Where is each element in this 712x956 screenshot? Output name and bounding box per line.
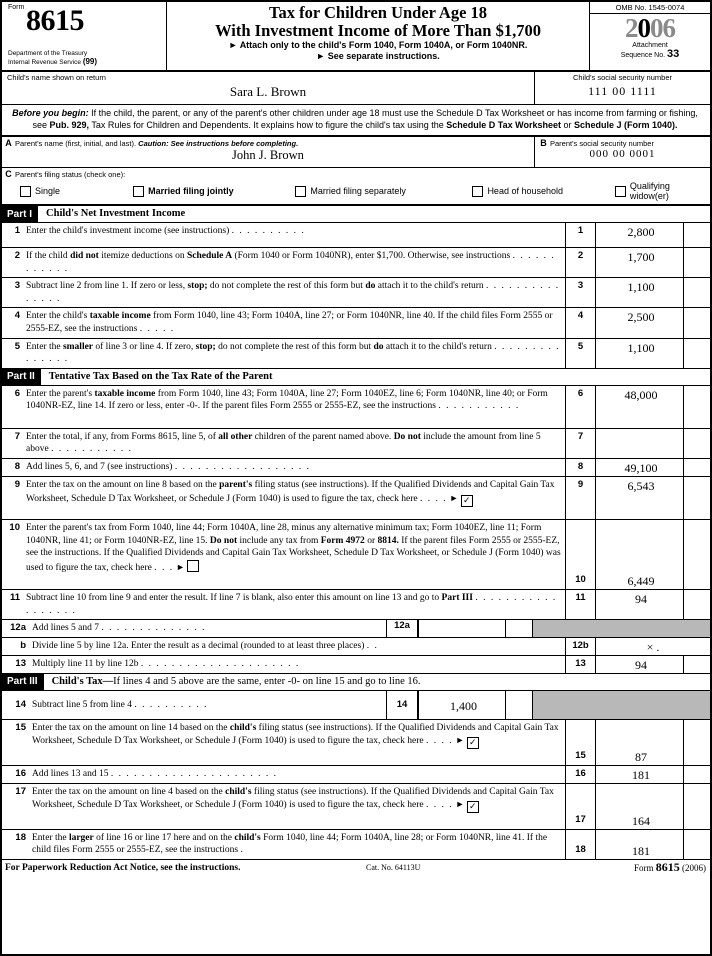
leader-dots: . .	[366, 640, 379, 651]
leader-dots: . . . . . . . . . . . . . . .	[26, 281, 560, 304]
table-row	[2, 248, 710, 278]
table-row	[2, 590, 710, 620]
line-box-number: 1	[565, 223, 595, 247]
filing-status-single-label: Single	[35, 186, 61, 196]
amount-field[interactable]	[595, 784, 710, 829]
line-text: Enter the tax on the amount on line 4 based on the child's filing status (see instructions). If the Qualified Dividends and Capital Gain Tax Worksheet, Schedule D Tax Worksheet, or Schedule J (Form 1040) is used to figure the tax, check here . . . . ► ✓	[32, 786, 554, 812]
amount-field[interactable]	[595, 720, 710, 765]
form-number: 8615	[26, 4, 84, 37]
table-row	[2, 638, 710, 656]
line-box-number: 4	[565, 308, 595, 337]
cents-column	[683, 830, 710, 859]
cents-column	[683, 223, 710, 247]
table-row	[2, 223, 710, 248]
amount-value: 94	[635, 657, 647, 672]
part-1-lines	[2, 223, 710, 369]
arrow-icon-2: ►	[316, 51, 326, 61]
amount-field[interactable]	[595, 656, 710, 673]
cents-column	[683, 590, 710, 619]
part-2-lines	[2, 386, 710, 674]
amount-field[interactable]	[595, 339, 710, 368]
line-box-number: 16	[565, 766, 595, 783]
checkbox-icon[interactable]	[133, 186, 144, 197]
omb-block	[590, 2, 710, 70]
table-row	[2, 620, 710, 638]
attach-instruction-text: Attach only to the child's Form 1040, Form 1040A, or Form 1040NR.	[239, 40, 528, 50]
leader-dots: . . . . . . . . . . .	[51, 444, 133, 455]
amount-value: 181	[632, 767, 650, 782]
amount-value: 1,100	[627, 340, 655, 355]
arrow-icon: ►	[449, 492, 459, 503]
checkbox-icon-line-17[interactable]: ✓	[467, 801, 479, 813]
amount-value: 2,800	[627, 225, 655, 239]
attachment-label-2: Sequence No.	[620, 52, 666, 59]
line-text: Subtract line 5 from line 4 . . . . . . . . . .	[32, 699, 208, 710]
parent-filing-status-row	[2, 168, 710, 206]
table-row	[2, 339, 710, 369]
line-number: 10	[9, 521, 20, 533]
checkbox-icon-line-9[interactable]: ✓	[461, 495, 473, 507]
line-text: Subtract line 2 from line 1. If zero or less, stop; do not complete the rest of this form but do attach it to the child's return . . . . . . . . . . . . . . .	[26, 281, 560, 304]
amount-field[interactable]	[595, 590, 710, 619]
arrow-icon: ►	[455, 735, 465, 746]
child-ssn-value: 111 00 1111	[588, 84, 657, 98]
parent-name-value: John J. Brown	[232, 148, 304, 162]
line-box-number: 17	[565, 784, 595, 829]
amount-field-12a[interactable]	[418, 620, 533, 637]
line-box-number: 12b	[565, 638, 595, 655]
arrow-icon: ►	[228, 40, 238, 50]
child-name-label: Child's name shown on return	[7, 73, 106, 82]
table-row	[2, 830, 710, 859]
table-row	[2, 278, 710, 308]
cents-column	[683, 766, 710, 783]
line-number: 5	[14, 340, 20, 352]
leader-dots: . . . . . . . . . . . . . .	[101, 623, 207, 634]
cents-column	[683, 477, 710, 519]
line-box-number: 9	[565, 477, 595, 519]
table-row	[2, 429, 710, 459]
form-title-block	[167, 2, 590, 70]
table-row	[2, 520, 710, 590]
amount-value: 164	[632, 813, 650, 828]
line-text: Enter the smaller of line 3 or line 4. If zero, stop; do not complete the rest of this form but do attach it to the child's return . . . . . . . . . . . . . . .	[26, 341, 561, 365]
amount-value: 1,700	[627, 250, 655, 264]
table-row	[2, 784, 710, 830]
line-text: Enter the parent's tax from Form 1040, line 44; Form 1040A, line 28, minus any alternative minimum tax; Form 1040EZ, line 11; Form 1040NR, line 41; or Form 1040NR-EZ, line 15. Do not include any tax from Form 4972 or 8814. If the parent files Form 2555 or 2555-EZ, see the instructions. If the Qualified Dividends and Capital Gain Tax Worksheet, Schedule D Tax Worksheet, or Schedule J (Form 1040) was used to figure the tax, check here . . . ►	[26, 522, 561, 573]
leader-dots: . . . . .	[139, 323, 175, 334]
line-box-number: 14	[386, 691, 418, 719]
amount-value: 6,449	[627, 573, 655, 588]
amount-field[interactable]	[595, 429, 710, 458]
cents-column	[683, 784, 710, 829]
leader-dots: . . . . . . . . . .	[231, 226, 306, 236]
line-text: Divide line 5 by line 12a. Enter the result as a decimal (rounded to at least three places) . .	[32, 640, 379, 651]
line-number: 8	[14, 460, 20, 472]
line-number: 11	[9, 591, 20, 603]
catalog-number: Cat. No. 64113U	[366, 863, 421, 873]
cents-column	[683, 248, 710, 277]
filing-status-married-separately[interactable]	[295, 186, 472, 197]
line-number: 15	[15, 721, 26, 733]
part-2-bar	[2, 369, 710, 386]
line-number: 14	[15, 698, 26, 710]
cents-column	[505, 620, 532, 637]
filing-status-head-of-household-label: Head of household	[487, 186, 563, 196]
attach-instruction	[167, 40, 589, 51]
line-box-number: 12a	[386, 620, 418, 637]
attachment-sequence	[590, 42, 710, 60]
form-word-label: Form	[8, 4, 25, 11]
line-number: b	[20, 639, 26, 651]
part-1-name: Part I	[7, 208, 33, 220]
cents-column	[683, 459, 710, 476]
line-number: 6	[14, 387, 20, 399]
line-text: Enter the tax on the amount on line 14 based on the child's filing status (see instructions). If the Qualified Dividends and Capital Gain Tax Worksheet, Schedule D Tax Worksheet, or Schedule J (Form 1040) is used to figure the tax, check here . . . . ► ✓	[32, 722, 559, 748]
line-box-number: 7	[565, 429, 595, 458]
form-header	[2, 2, 710, 72]
filing-status-label-wrap	[2, 168, 710, 179]
omb-number: OMB No. 1545-0074	[590, 3, 710, 14]
line-box-number: 8	[565, 459, 595, 476]
part-2-title: Tentative Tax Based on the Tax Rate of the Parent	[41, 369, 710, 385]
parent-name-label-wrap	[2, 137, 534, 148]
line-box-number: 13	[565, 656, 595, 673]
line-box-number: 2	[565, 248, 595, 277]
amount-field[interactable]	[595, 248, 710, 277]
amount-value: 49,100	[624, 460, 658, 475]
line-number: 3	[14, 280, 20, 292]
table-row	[2, 656, 710, 674]
line-text: Enter the child's investment income (see instructions) . . . . . . . . . .	[26, 226, 306, 236]
line-number: 2	[14, 250, 20, 261]
parent-ssn-value: 000 00 0001	[589, 148, 656, 160]
parent-name-field[interactable]	[2, 137, 535, 167]
line-text: Enter the parent's taxable income from Form 1040, line 43; Form 1040A, line 27; Form 1040EZ, line 6; Form 1040NR, line 40; or Form 1040NR-EZ, line 14. If zero or less, enter -0-. If the parent files Form 2555 or 2555-EZ, see the instructions . . . . . . . . . . .	[26, 388, 548, 412]
line-text: Enter the larger of line 16 or line 17 here and on the child's Form 1040, line 44; Form 1040A, line 28; or Form 1040NR, line 41. If the child files Form 2555 or 2555-EZ, see the instructions .	[32, 832, 548, 856]
leader-dots: . . . . . . . . . . .	[438, 401, 520, 412]
leader-dots: . . .	[154, 562, 174, 573]
amount-field[interactable]	[595, 308, 710, 337]
line-text: Add lines 5, 6, and 7 (see instructions) . . . . . . . . . . . . . . . . . .	[26, 461, 311, 472]
separate-instruction-text: See separate instructions.	[327, 51, 440, 61]
filing-status-qualifying-widow-label: Qualifying widow(er)	[629, 181, 670, 201]
filing-status-married-jointly-label: Married filing jointly	[148, 186, 234, 196]
amount-value: 6,543	[627, 478, 655, 493]
line-text: Subtract line 10 from line 9 and enter the result. If line 7 is blank, also enter this amount on line 13 and go to Part III . . . . . . . . . . . . . . . . . .	[26, 592, 557, 616]
line-number: 16	[15, 767, 26, 779]
part-3-title	[44, 674, 710, 690]
amount-value: 1,100	[627, 280, 655, 295]
part-2-name: Part II	[7, 371, 35, 383]
line-number: 7	[14, 430, 20, 442]
filing-status-head-of-household[interactable]	[472, 186, 615, 197]
line-text: Multiply line 11 by line 12b . . . . . . . . . . . . . . . . . . . . .	[32, 658, 300, 669]
part-3-lines	[2, 691, 710, 859]
item-letter-c: C	[5, 169, 12, 179]
line-number: 9	[14, 478, 20, 490]
line-box-number: 15	[565, 720, 595, 765]
filing-status-options	[2, 179, 710, 202]
parent-ssn-label-wrap	[535, 137, 710, 148]
footer-form-id	[556, 860, 710, 875]
amount-field[interactable]	[595, 766, 710, 783]
amount-field-14[interactable]	[418, 691, 533, 719]
checkbox-icon[interactable]	[295, 186, 306, 197]
dept-line-2: Internal Revenue Service	[8, 59, 81, 66]
amount-value: 87	[635, 749, 647, 764]
table-row	[2, 766, 710, 784]
amount-field[interactable]	[595, 278, 710, 307]
checkbox-icon-line-10[interactable]	[187, 560, 199, 572]
item-letter-b: B	[540, 138, 547, 148]
form-identity-block	[2, 2, 167, 70]
line-number: 1	[14, 225, 20, 236]
cents-column	[683, 339, 710, 368]
line-number: 13	[15, 657, 26, 669]
child-ssn-field[interactable]	[535, 72, 710, 104]
before-you-begin-text: If the child, the parent, or any of the parent's other children under age 18 must use the Schedule D Tax Worksheet or has income from farming or fishing, see Pub. 929, Tax Rules for Children and Dependents. It explains how to figure the child's tax using the Schedule D Tax Worksheet or Schedule J (Form 1040).	[32, 108, 698, 130]
line-text: Add lines 13 and 15 . . . . . . . . . . . . . . . . . . . . . .	[32, 768, 278, 779]
attachment-label-1: Attachment	[632, 42, 668, 49]
table-row	[2, 386, 710, 429]
cents-column	[683, 278, 710, 307]
leader-dots: . . . . . . . . . . . . . . . . . .	[26, 592, 557, 616]
checkbox-icon[interactable]	[20, 186, 31, 197]
department-label	[8, 50, 97, 67]
line-text: Enter the tax on the amount on line 8 based on the parent's filing status (see instructions). If the Qualified Dividends and Capital Gain Tax Worksheet, Schedule D Tax Worksheet, or Schedule J (Form 1040) is used to figure the tax, check here . . . . ► ✓	[26, 479, 555, 505]
line-text: Enter the child's taxable income from Form 1040, line 43; Form 1040A, line 27; or Form 1040NR, line 40. If the child files Form 2555 or 2555-EZ, see the instructions . . . . .	[26, 311, 553, 334]
leader-dots: . . . . . . . . . . . . . . . . . .	[174, 461, 311, 472]
filing-status-qualifying-widow[interactable]	[615, 181, 710, 201]
line-box-number: 10	[565, 520, 595, 589]
checkbox-icon[interactable]	[472, 186, 483, 197]
leader-dots: . . . . . . . . . . . . . . .	[26, 341, 561, 365]
filing-status-married-separately-label: Married filing separately	[310, 186, 406, 196]
before-you-begin-label: Before you begin:	[12, 108, 89, 118]
amount-value: 94	[635, 591, 647, 606]
amount-value: 181	[632, 843, 650, 858]
dept-line-1: Department of the Treasury	[8, 50, 88, 57]
leader-dots: . . . . . . . . . .	[134, 699, 208, 710]
leader-dots: . . . .	[425, 800, 454, 811]
cents-column	[505, 691, 532, 719]
amount-field[interactable]	[595, 459, 710, 476]
filing-status-married-jointly[interactable]	[133, 186, 295, 197]
form-title-line-1: Tax for Children Under Age 18	[268, 3, 488, 22]
amount-field[interactable]	[595, 638, 710, 655]
line-number: 12a	[10, 622, 26, 634]
part-3-title-rest: If lines 4 and 5 above are the same, enter -0- on line 15 and go to line 16.	[113, 675, 421, 687]
line-number: 4	[14, 310, 20, 322]
child-name-row	[2, 72, 710, 105]
footer-form-number: 8615	[655, 860, 680, 875]
filing-status-single[interactable]	[20, 186, 133, 197]
leader-dots: . . . . . . . . . . . . . . . . . . . . .	[140, 658, 300, 669]
revision-mark: (99)	[82, 57, 98, 66]
separate-instruction	[167, 51, 589, 62]
line-number: 17	[15, 785, 26, 797]
cents-column	[683, 429, 710, 458]
amount-field[interactable]	[595, 830, 710, 859]
leader-dots: .	[240, 845, 245, 856]
line-text: If the child did not itemize deductions on Schedule A (Form 1040 or Form 1040NR), enter $1,700. Otherwise, see instructions . . . . . . . . . . . .	[26, 251, 556, 274]
amount-value: 48,000	[624, 387, 658, 402]
amount-field[interactable]	[595, 520, 710, 589]
leader-dots: . . . . . . . . . . . . . . . . . . . . . .	[110, 768, 278, 779]
table-row	[2, 720, 710, 766]
form-footer	[2, 859, 710, 876]
table-row	[2, 691, 710, 720]
footer-form-word: Form	[633, 863, 654, 874]
line-box-number: 6	[565, 386, 595, 428]
amount-field[interactable]	[595, 477, 710, 519]
form-title-line-2: With Investment Income of More Than $1,700	[215, 21, 541, 40]
cents-column	[683, 520, 710, 589]
filing-status-label: Parent's filing status (check one):	[15, 170, 126, 179]
cents-column	[683, 386, 710, 428]
line-box-number: 18	[565, 830, 595, 859]
line-number: 18	[15, 831, 26, 843]
leader-dots: . . . .	[419, 493, 448, 504]
item-letter-a: A	[5, 138, 12, 148]
leader-dots: . . . . . . . . . . . .	[26, 251, 556, 274]
paperwork-notice: For Paperwork Reduction Act Notice, see the instructions.	[5, 862, 241, 873]
tax-year: 2006	[625, 13, 675, 43]
part-3-title-bold: Child's Tax—	[51, 675, 114, 687]
parent-name-label: Parent's name (first, initial, and last). Caution: See instructions before completing.	[15, 139, 299, 148]
footer-form-year: (2006)	[682, 863, 706, 874]
amount-value: 2,500	[627, 310, 655, 325]
cents-column	[683, 656, 710, 673]
cents-column	[683, 308, 710, 337]
parent-ssn-field[interactable]	[535, 137, 710, 167]
table-row	[2, 459, 710, 477]
line-box-number: 5	[565, 339, 595, 368]
attachment-sequence-number: 33	[667, 48, 680, 60]
arrow-icon: ►	[175, 561, 185, 572]
table-row	[2, 477, 710, 520]
amount-field[interactable]	[595, 386, 710, 428]
child-name-value: Sara L. Brown	[229, 84, 307, 99]
part-3-name: Part III	[7, 676, 38, 688]
line-text: Enter the total, if any, from Forms 8615, line 5, of all other children of the parent named above. Do not include the amount from line 5 above . . . . . . . . . . .	[26, 431, 541, 455]
part-3-bar	[2, 674, 710, 691]
parent-name-row	[2, 137, 710, 168]
arrow-icon: ►	[455, 799, 465, 810]
shaded-cell	[533, 691, 710, 719]
table-row	[2, 308, 710, 338]
checkbox-icon-line-15[interactable]: ✓	[467, 737, 479, 749]
parent-ssn-label: Parent's social security number	[550, 139, 654, 148]
shaded-cell	[533, 620, 710, 637]
amount-value: 1,400	[450, 698, 477, 713]
leader-dots: . . . .	[425, 736, 454, 747]
line-text: Add lines 5 and 7 . . . . . . . . . . . . . .	[32, 623, 207, 634]
line-box-number: 3	[565, 278, 595, 307]
part-1-bar	[2, 206, 710, 223]
child-name-field[interactable]	[2, 72, 535, 104]
before-you-begin-note	[2, 105, 710, 137]
part-1-title: Child's Net Investment Income	[38, 206, 710, 222]
cents-column	[683, 720, 710, 765]
child-ssn-label: Child's social security number	[573, 73, 672, 82]
checkbox-icon[interactable]	[615, 186, 626, 197]
amount-field[interactable]	[595, 223, 710, 247]
amount-value: × .	[646, 639, 660, 654]
line-box-number: 11	[565, 590, 595, 619]
